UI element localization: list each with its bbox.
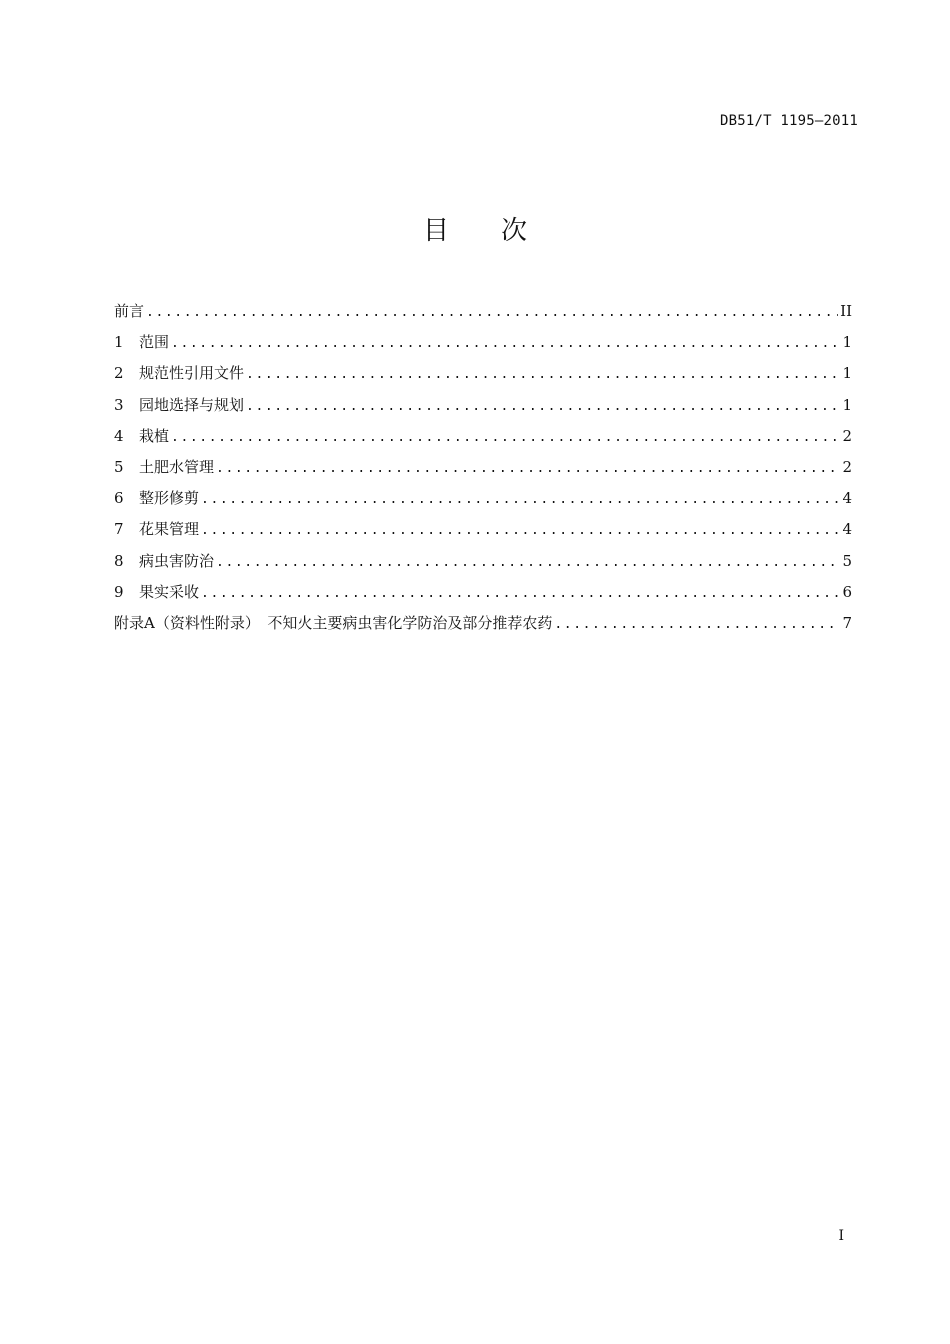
toc-item-foreword[interactable]: [114, 296, 852, 327]
toc-item-pest-control[interactable]: [114, 546, 852, 577]
toc-page-number: 7: [842, 613, 852, 632]
toc-item-appendix-a[interactable]: [114, 608, 852, 639]
title-char-1: 目: [422, 216, 449, 246]
table-of-contents: [114, 296, 852, 639]
toc-label: 病虫害防治: [139, 551, 215, 570]
toc-page-number: 6: [842, 582, 852, 601]
toc-label: 范围: [139, 333, 170, 352]
toc-page-number: 1: [842, 364, 852, 383]
toc-page-number: 5: [842, 551, 852, 570]
toc-page-number: 1: [842, 395, 852, 414]
toc-item-pruning[interactable]: [114, 483, 852, 514]
toc-leader-dots: [171, 422, 840, 453]
title-char-2: 次: [501, 216, 528, 246]
toc-item-harvest[interactable]: [114, 577, 852, 608]
toc-leader-dots: [246, 391, 840, 422]
page-number: I: [838, 1228, 844, 1244]
toc-leader-dots: [146, 297, 838, 328]
toc-page-number: 4: [842, 489, 852, 508]
toc-number: 6: [114, 489, 124, 508]
toc-leader-dots: [201, 484, 840, 515]
toc-number: 5: [114, 457, 124, 476]
toc-label: 前言: [114, 302, 145, 320]
toc-item-normative-references[interactable]: [114, 358, 852, 389]
toc-leader-dots: [246, 359, 840, 390]
toc-number: 7: [114, 520, 124, 539]
toc-label: 规范性引用文件: [139, 364, 245, 383]
toc-leader-dots: [171, 328, 840, 359]
toc-leader-dots: [216, 547, 840, 578]
toc-number: 9: [114, 582, 124, 601]
toc-leader-dots: [201, 515, 840, 546]
toc-number: 2: [114, 364, 124, 383]
toc-item-scope[interactable]: [114, 327, 852, 358]
toc-leader-dots: [554, 609, 840, 640]
toc-label: 附录A（资料性附录） 不知火主要病虫害化学防治及部分推荐农药: [114, 613, 553, 632]
toc-label: 整形修剪: [139, 489, 200, 508]
toc-page-number: 1: [842, 333, 852, 352]
toc-label: 栽植: [139, 426, 170, 445]
toc-page-number: 4: [842, 520, 852, 539]
toc-label: 土肥水管理: [139, 457, 215, 476]
toc-label: 果实采收: [139, 582, 200, 601]
toc-leader-dots: [201, 578, 840, 609]
toc-item-site-selection[interactable]: [114, 390, 852, 421]
toc-item-soil-fertilizer-water[interactable]: [114, 452, 852, 483]
toc-page-number: 2: [842, 457, 852, 476]
toc-number: 1: [114, 333, 124, 352]
toc-item-flower-fruit[interactable]: [114, 514, 852, 545]
toc-page-number: II: [840, 302, 852, 320]
toc-number: 4: [114, 426, 124, 445]
toc-number: 3: [114, 395, 124, 414]
page-title: [0, 210, 950, 247]
toc-page-number: 2: [842, 426, 852, 445]
toc-number: 8: [114, 551, 124, 570]
toc-label: 园地选择与规划: [139, 395, 245, 414]
document-code: DB51/T 1195—2011: [719, 113, 858, 129]
toc-label: 花果管理: [139, 520, 200, 539]
toc-item-planting[interactable]: [114, 421, 852, 452]
toc-leader-dots: [216, 453, 840, 484]
